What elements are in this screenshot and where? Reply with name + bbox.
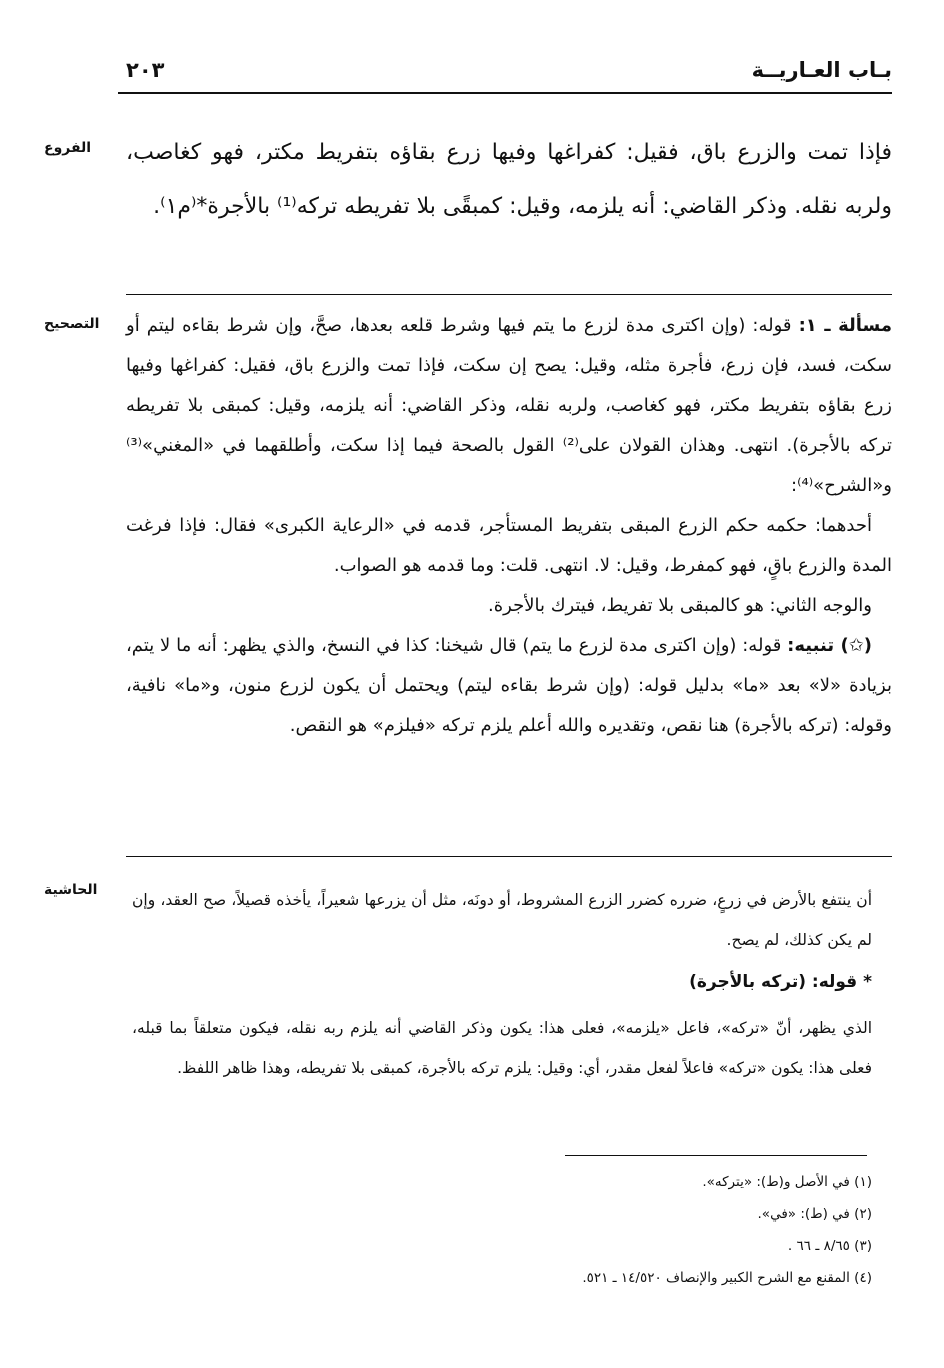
issue-text: قوله: (وإن اكترى مدة لزرع ما يتم فيها وشرط قلعه بعدها، صحَّ، وإن شرط بقاءه ليتم أو سكت، فسد، فإن زرع، فأجرة مثله، وقيل: يصح إن سكت، فإذا تمت والزرع باق، فقيل: كفراغها وفيها زرع بقاؤه بتفريط مكتر، فهو كغاصب، ولربه نقله، وذكر القاضي: أنه يلزمه، وقيل: كمبقى بلا تفريطه تركه بالأجرة). انتهى. وهذان القولان على⁽²⁾ القول بالصحة فيما إذا سكت، وأطلقهما في «المغني»⁽³⁾ و«الشرح»⁽⁴⁾: [126, 315, 892, 496]
hashiya-paragraph: الذي يظهر، أنّ «تركه»، فاعل «يلزمه»، فعلى هذا: يكون وذكر القاضي أنه يلزم ربه نقله، فيكون متعلقاً بما قبله، فعلى هذا: يكون «تركه» فاعلاً لفعل مقدر، أي: وقيل: يلزم تركه بالأجرة، كمبقى بلا تفريطه، وهذا ظاهر اللفظ. [132, 1019, 872, 1077]
tashih-paragraph: أحدهما: حكمه حكم الزرع المبقى بتفريط المستأجر، قدمه في «الرعاية الكبرى» فقال: فإذا فرغت المدة والزرع باقٍ، فهو كمفرط، وقيل: لا. انتهى. قلت: وما قدمه هو الصواب. [126, 515, 892, 576]
label-hashiya: الحاشية [44, 882, 98, 898]
divider-rule [126, 294, 892, 295]
notice-text: قوله: (وإن اكترى مدة لزرع ما يتم) قال شيخنا: كذا في النسخ، والذي يظهر: أنه ما لا يتم، بزيادة «لا» بعد «ما» بدليل قوله: (وإن شرط بقاءه ليتم) ويحتمل أن يكون لزرع منون، و«ما» نافية، وقوله: (تركه بالأجرة) هنا نقص، وتقديره والله أعلم يلزم تركه «فيلزم» هو النقص. [126, 635, 892, 736]
footnote: (٤) المقنع مع الشرح الكبير والإنصاف ١٤/٥٢٠ ـ ٥٢١. [582, 1270, 872, 1286]
notice-heading: (✩) تنبيه: [787, 635, 872, 656]
tashih-paragraph [126, 626, 892, 746]
page-header [118, 58, 892, 94]
hashiya-section [132, 880, 872, 1088]
label-furu: الفروع [44, 140, 92, 156]
issue-heading: مسألة ـ ١: [798, 315, 892, 336]
footnote: (٢) في (ط): «في». [757, 1206, 872, 1222]
hashiya-paragraph: أن ينتفع بالأرض في زرعٍ، ضرره كضرر الزرع المشروط، أو دونَه، مثل أن يزرعها شعيراً، يأخذه قصيلاً، صح العقد، وإن لم يكن كذلك، لم يصح. [132, 891, 872, 949]
tashih-paragraph [126, 306, 892, 506]
chapter-title: بـاب العـاريــة [751, 58, 892, 82]
footnote: (٣) ٨/٦٥ ـ ٦٦ . [787, 1238, 872, 1254]
furu-text: فإذا تمت والزرع باق، فقيل: كفراغها وفيها زرع بقاؤه بتفريط مكتر، فهو كغاصب، ولربه نقله. وذكر القاضي: أنه يلزمه، وقيل: كمبقًى بلا تفريطه تركه⁽¹⁾ بالأجرة*⁽م١⁾. [126, 140, 892, 219]
footnote-rule [565, 1155, 867, 1156]
divider-rule [126, 856, 892, 857]
footnotes [132, 1166, 872, 1294]
tashih-paragraph: والوجه الثاني: هو كالمبقى بلا تفريط، فيترك بالأجرة. [488, 595, 872, 616]
footnote: (١) في الأصل و(ط): «يتركه». [702, 1174, 872, 1190]
tashih-section [126, 306, 892, 746]
label-tashih: التصحيح [44, 316, 100, 332]
page-number: ٢٠٣ [126, 58, 165, 82]
hashiya-quote-heading: * قوله: (تركه بالأجرة) [689, 972, 872, 992]
